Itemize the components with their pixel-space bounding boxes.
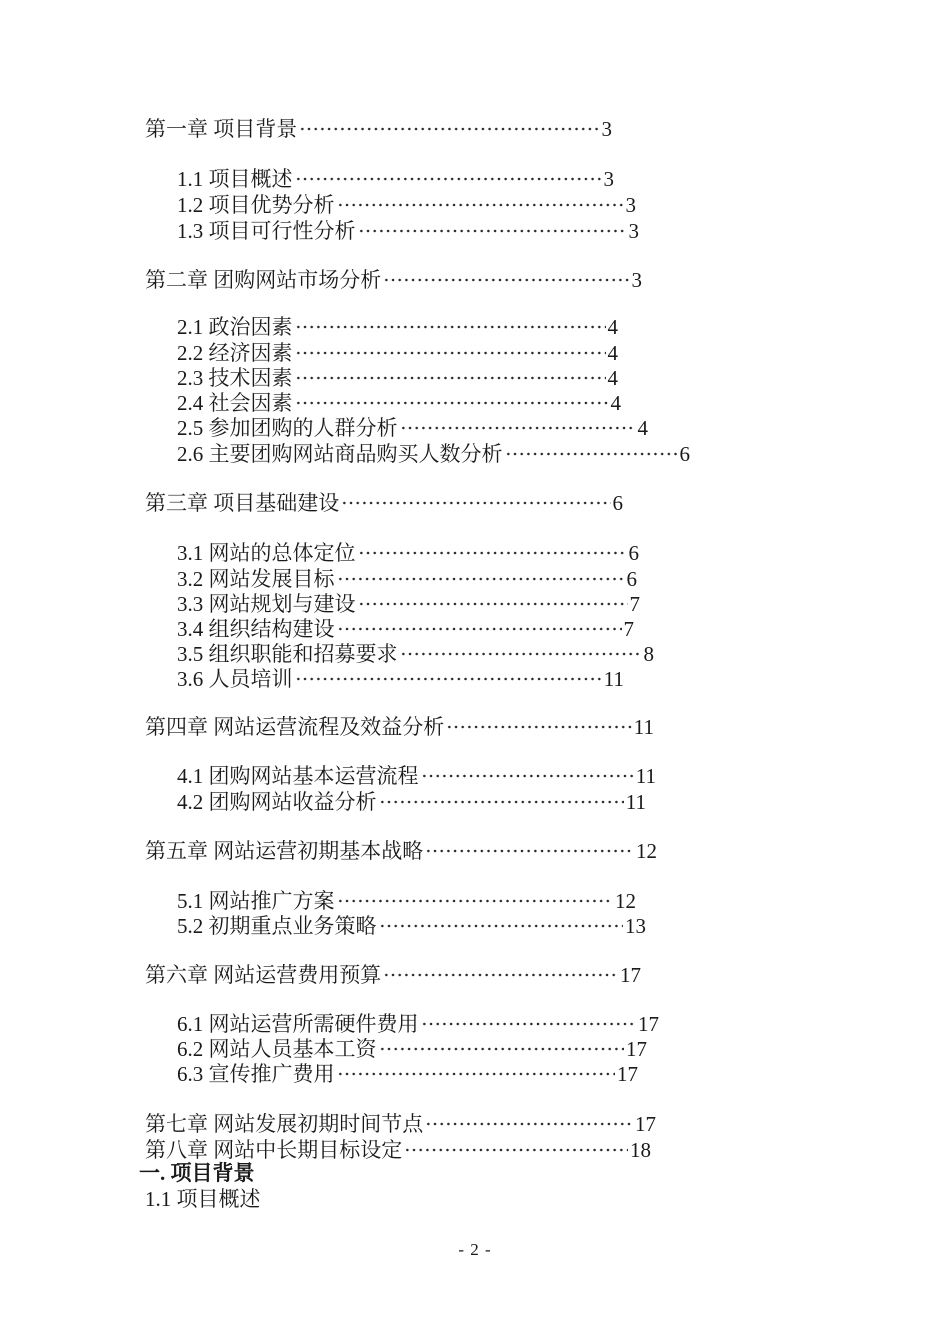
page-number-footer: - 2 - [458,1240,492,1259]
toc-page-number: 11 [625,790,646,814]
dot-leader [358,218,627,244]
toc-page-number: 11 [635,764,656,788]
toc-row[interactable] [145,1111,656,1137]
toc-row[interactable] [177,641,654,667]
dot-leader [299,116,599,142]
toc-row[interactable] [177,913,646,939]
toc-page-number: 3 [631,268,642,292]
toc-page-number: 11 [633,715,654,739]
toc-entry-label: 2.5 参加团购的人群分析 [177,416,398,440]
dot-leader [446,714,632,740]
toc-entry-label: 6.2 网站人员基本工资 [177,1037,377,1061]
toc-page-number: 17 [617,1062,638,1086]
dot-leader [400,641,642,667]
toc-page-number: 4 [607,341,618,365]
subsection-heading: 1.1 项目概述 [145,1187,261,1211]
toc-entry-label: 第七章 网站发展初期时间节点 [145,1112,424,1136]
dot-leader [295,340,606,366]
toc-page-number: 7 [629,592,640,616]
dot-leader [295,365,606,391]
toc-page-number: 17 [638,1012,659,1036]
toc-row[interactable] [145,962,641,988]
dot-leader [400,415,636,441]
toc-page-number: 4 [637,416,648,440]
toc-entry-label: 3.3 网站规划与建设 [177,592,356,616]
toc-entry-label: 1.2 项目优势分析 [177,193,335,217]
toc-entry-label: 5.2 初期重点业务策略 [177,914,377,938]
toc-row[interactable] [145,267,642,293]
toc-entry-label: 6.3 宣传推广费用 [177,1062,335,1086]
dot-leader [379,913,624,939]
toc-row[interactable] [177,192,636,218]
toc-page-number: 7 [623,617,634,641]
toc-row[interactable] [177,888,636,914]
dot-leader [295,390,609,416]
toc-entry-label: 6.1 网站运营所需硬件费用 [177,1012,419,1036]
dot-leader [337,566,625,592]
toc-row[interactable] [177,166,614,192]
toc-entry-label: 2.1 政治因素 [177,315,293,339]
toc-row[interactable] [177,314,618,340]
toc-entry-label: 2.2 经济因素 [177,341,293,365]
toc-page-number: 3 [628,219,639,243]
toc-entry-label: 4.2 团购网站收益分析 [177,790,377,814]
toc-entry-label: 第一章 项目背景 [145,117,298,141]
toc-entry-label: 第五章 网站运营初期基本战略 [145,839,424,863]
toc-row[interactable] [145,838,657,864]
dot-leader [383,267,629,293]
dot-leader [404,1137,628,1163]
toc-row[interactable] [177,591,640,617]
toc-page-number: 6 [628,541,639,565]
toc-row[interactable] [177,365,618,391]
toc-row[interactable] [177,789,646,815]
dot-leader [379,789,624,815]
dot-leader [337,888,614,914]
toc-page-number: 12 [615,889,636,913]
dot-leader [358,591,628,617]
toc-entry-label: 1.3 项目可行性分析 [177,219,356,243]
section-heading: 一. 项目背景 [139,1161,255,1185]
dot-leader [358,540,627,566]
toc-entry-label: 3.5 组织职能和招募要求 [177,642,398,666]
dot-leader [341,490,610,516]
toc-row[interactable] [177,616,634,642]
toc-row[interactable] [177,415,648,441]
toc-entry-label: 2.3 技术因素 [177,366,293,390]
toc-entry-label: 3.6 人员培训 [177,667,293,691]
toc-row[interactable] [177,1011,659,1037]
toc-row[interactable] [177,340,618,366]
toc-row[interactable] [177,441,690,467]
dot-leader [295,166,602,192]
toc-row[interactable] [177,763,656,789]
dot-leader [337,1061,616,1087]
toc-page-number: 3 [625,193,636,217]
dot-leader [295,666,602,692]
toc-row[interactable] [177,390,621,416]
dot-leader [383,962,618,988]
toc-page-number: 6 [679,442,690,466]
toc-page-number: 6 [612,491,623,515]
toc-page-number: 17 [620,963,641,987]
toc-row[interactable] [177,1036,647,1062]
dot-leader [337,616,622,642]
dot-leader [425,1111,633,1137]
toc-entry-label: 第八章 网站中长期目标设定 [145,1138,403,1162]
toc-page-number: 8 [643,642,654,666]
toc-page-number: 18 [630,1138,651,1162]
toc-entry-label: 1.1 项目概述 [177,167,293,191]
toc-page-number: 13 [625,914,646,938]
dot-leader [505,441,678,467]
dot-leader [425,838,634,864]
toc-page-number: 4 [610,391,621,415]
toc-row[interactable] [145,490,623,516]
toc-row[interactable] [145,116,612,142]
toc-page-number: 4 [607,315,618,339]
toc-entry-label: 3.2 网站发展目标 [177,567,335,591]
toc-entry-label: 第三章 项目基础建设 [145,491,340,515]
toc-page-number: 17 [635,1112,656,1136]
toc-entry-label: 3.1 网站的总体定位 [177,541,356,565]
toc-row[interactable] [145,714,654,740]
toc-row[interactable] [177,566,637,592]
dot-leader [337,192,624,218]
toc-row[interactable] [177,1061,638,1087]
toc-page-number: 17 [626,1037,647,1061]
toc-page-number: 6 [626,567,637,591]
toc-entry-label: 3.4 组织结构建设 [177,617,335,641]
toc-entry-label: 5.1 网站推广方案 [177,889,335,913]
toc-page-number: 3 [603,167,614,191]
toc-entry-label: 第四章 网站运营流程及效益分析 [145,715,445,739]
toc-entry-label: 4.1 团购网站基本运营流程 [177,764,419,788]
dot-leader [421,1011,637,1037]
toc-page-number: 12 [636,839,657,863]
toc-entry-label: 第二章 团购网站市场分析 [145,268,382,292]
toc-row[interactable] [177,666,624,692]
toc-entry-label: 2.4 社会因素 [177,391,293,415]
dot-leader [379,1036,625,1062]
toc-row[interactable] [177,540,639,566]
toc-entry-label: 2.6 主要团购网站商品购买人数分析 [177,442,503,466]
toc-entry-label: 第六章 网站运营费用预算 [145,963,382,987]
toc-page-number: 11 [603,667,624,691]
toc-row[interactable] [177,218,639,244]
dot-leader [421,763,634,789]
dot-leader [295,314,606,340]
toc-page-number: 4 [607,366,618,390]
toc-page-number: 3 [601,117,612,141]
